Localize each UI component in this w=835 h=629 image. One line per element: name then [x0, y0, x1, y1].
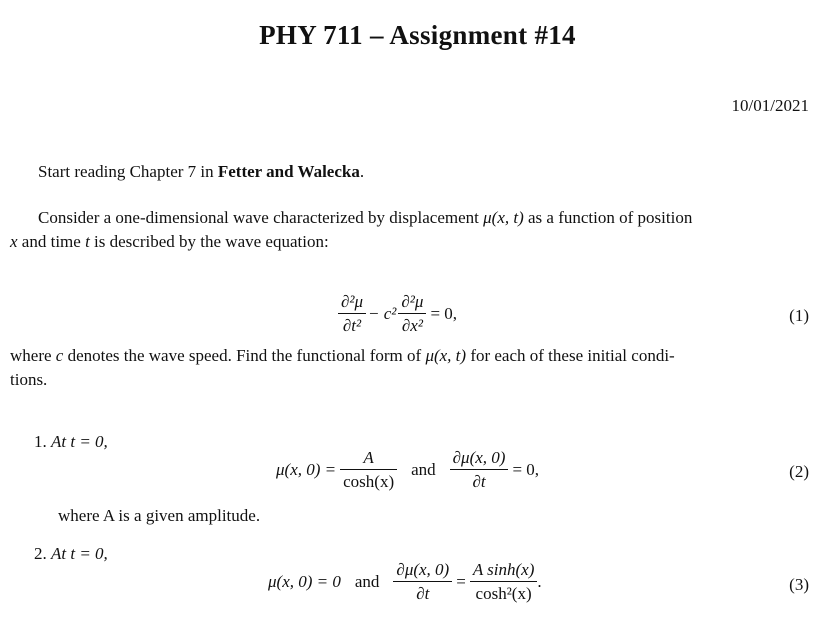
item-1-note: where A is a given amplitude.: [58, 506, 261, 525]
problem-after-1: where c denotes the wave speed. Find the functional form of μ(x, t) for each of these initial condi-: [10, 346, 675, 365]
equation-number-3: (3): [789, 575, 809, 594]
fraction: $\frac{\text{A sinh(x)}}{\text{cosh²(x)}}$: [470, 560, 538, 604]
fraction: $\frac{\partial\mu(x, 0)}{\partial t}$: [450, 448, 509, 492]
list-marker: 1.: [34, 432, 47, 451]
fraction: $\frac{A}{\cosh(x)}$: [340, 448, 397, 492]
date: 10/01/2021: [731, 96, 809, 115]
problem-after-2: tions.: [10, 370, 48, 389]
initial-condition-2: μ(x, 0) = 0 and $\frac{\partial\mu(x, 0)}{\partial t}$ = $\frac{\text{A sinh(x)}}{\text{cosh²(x)}}$ .: [268, 560, 542, 603]
fraction: $\frac{\text{∂²μ}}{\text{∂x²}}$: [398, 292, 426, 336]
wave-equation: $\frac{\text{∂²μ}}{\text{∂t²}}$ − c² $\frac{\text{∂²μ}}{\text{∂x²}}$ = 0,: [338, 292, 457, 336]
page-title: PHY 711 – Assignment #14: [259, 20, 576, 50]
fraction: $\frac{\text{∂²μ}}{\text{∂t²}}$: [338, 292, 366, 336]
problem-line-2: x and time t is described by the wave equation:: [10, 232, 329, 251]
equation-number-1: (1): [789, 306, 809, 325]
equation-number-2: (2): [789, 462, 809, 481]
list-marker: 2.: [34, 544, 47, 563]
problem-line-1: Consider a one-dimensional wave characterized by displacement μ(x, t) as a function of position: [38, 208, 693, 227]
fraction: $\frac{\partial\mu(x, 0)}{\partial t}$: [393, 560, 452, 604]
intro-paragraph: Start reading Chapter 7 in Fetter and Walecka.: [38, 162, 365, 181]
initial-condition-1: μ(x, 0) = $\frac{A}{\cosh(x)}$ and $\frac{\partial\mu(x, 0)}{\partial t}$ = 0,: [276, 448, 540, 491]
list-item-1: 1. At t = 0,: [34, 432, 108, 451]
book-title: Fetter and Walecka: [217, 162, 360, 181]
list-item-2: 2. At t = 0,: [34, 544, 108, 563]
